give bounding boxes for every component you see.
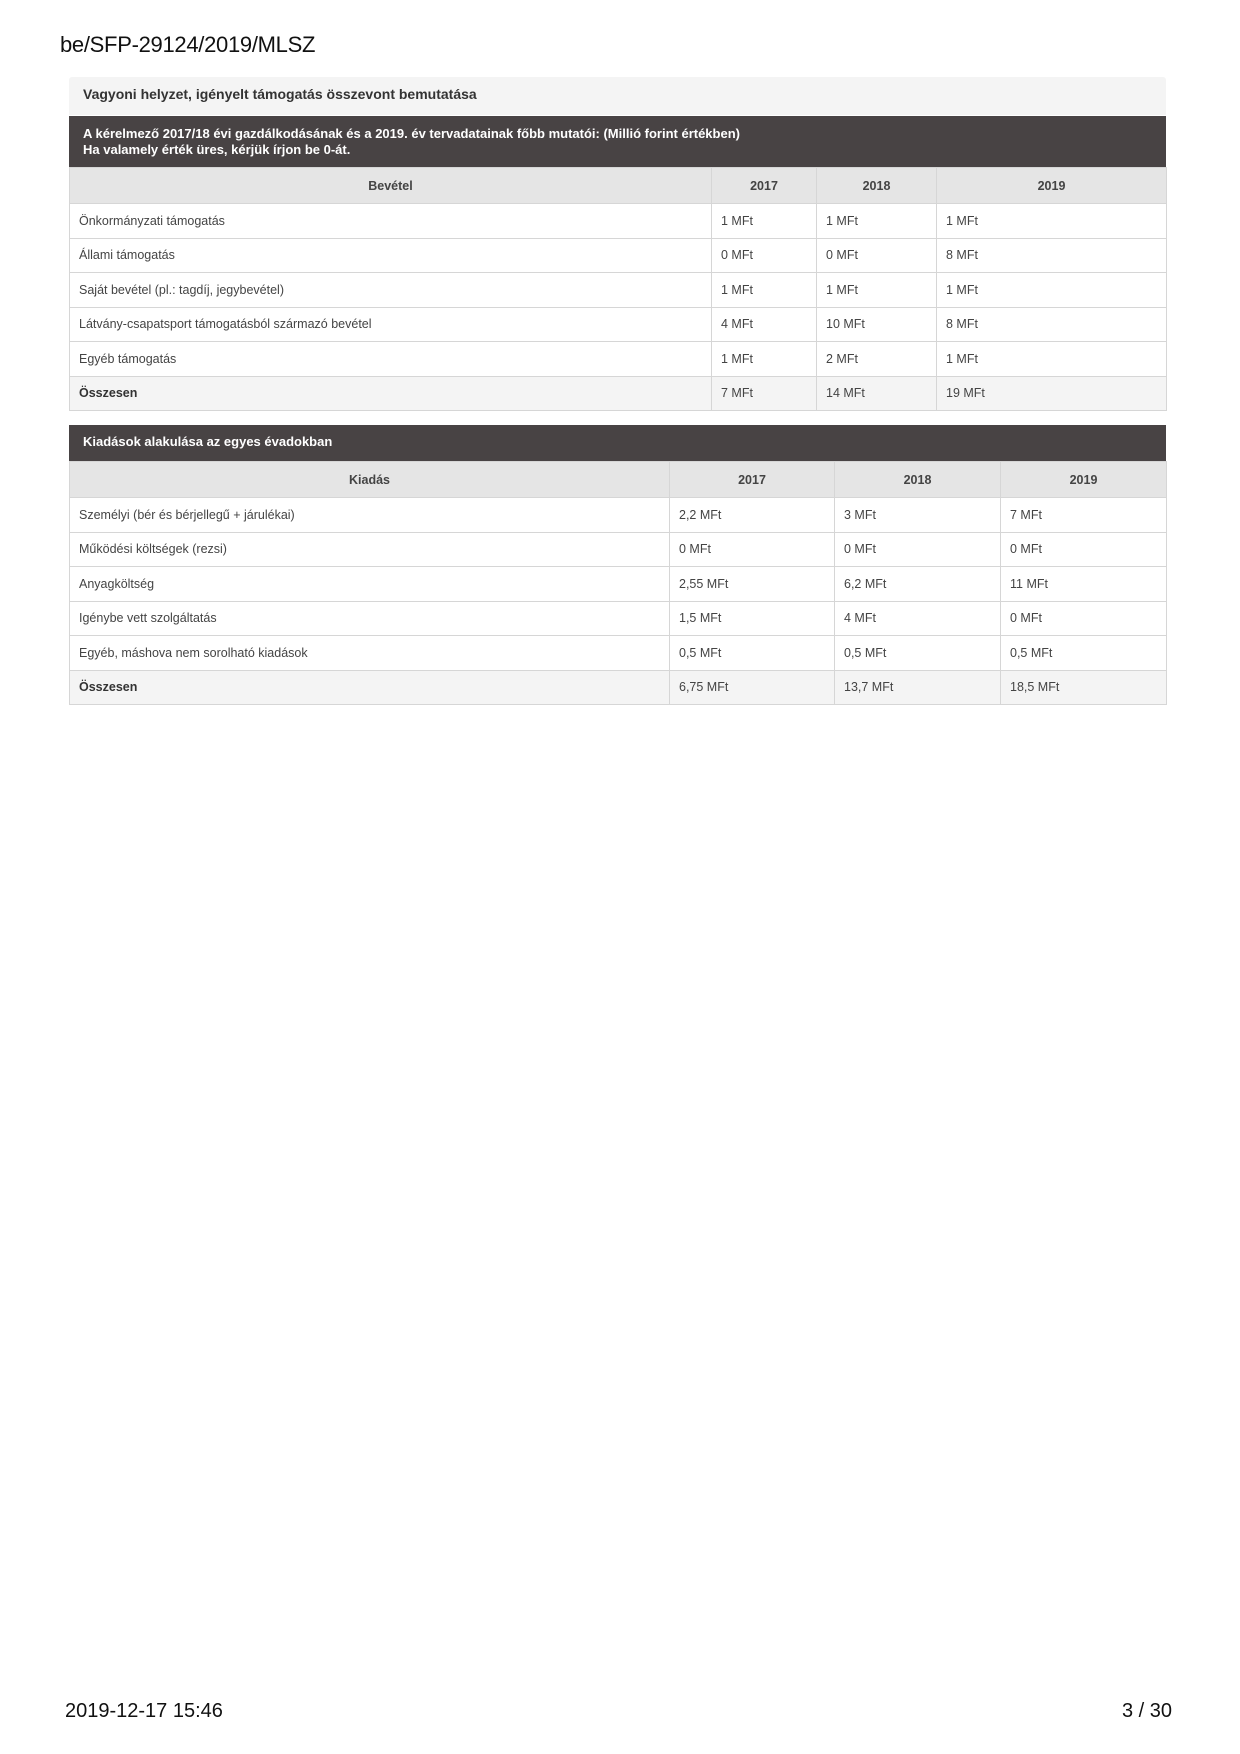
- table-cell: 0 MFt: [1001, 601, 1167, 636]
- expenses-heading: Kiadások alakulása az egyes évadokban: [83, 434, 333, 449]
- row-label: Önkormányzati támogatás: [70, 204, 712, 239]
- table-cell: 1,5 MFt: [670, 601, 835, 636]
- table-cell: 2,55 MFt: [670, 567, 835, 602]
- footer-timestamp: 2019-12-17 15:46: [65, 1700, 223, 1722]
- row-label: Működési költségek (rezsi): [70, 532, 670, 567]
- income-heading-line1: A kérelmező 2017/18 évi gazdálkodásának és a 2019. év tervadatainak főbb mutatói: (Millió forint értékben): [83, 126, 740, 141]
- section-title: Vagyoni helyzet, igényelt támogatás összevont bemutatása: [83, 86, 477, 102]
- table-row: [70, 204, 1167, 239]
- table-row: [70, 567, 1167, 602]
- row-label: Igénybe vett szolgáltatás: [70, 601, 670, 636]
- column-header: 2018: [835, 462, 1001, 498]
- table-cell: 4 MFt: [835, 601, 1001, 636]
- table-cell: 4 MFt: [712, 307, 817, 342]
- column-header: Kiadás: [70, 462, 670, 498]
- table-row: [70, 273, 1167, 308]
- table-cell: 8 MFt: [937, 238, 1167, 273]
- table-cell: 19 MFt: [937, 376, 1167, 411]
- table-row: [70, 601, 1167, 636]
- row-label: Állami támogatás: [70, 238, 712, 273]
- table-row: [70, 342, 1167, 377]
- table-row: [70, 636, 1167, 671]
- table-cell: 13,7 MFt: [835, 670, 1001, 705]
- table-cell: 0 MFt: [817, 238, 937, 273]
- table-cell: 3 MFt: [835, 498, 1001, 533]
- table-cell: 2,2 MFt: [670, 498, 835, 533]
- table-cell: 1 MFt: [817, 273, 937, 308]
- table-cell: 1 MFt: [712, 204, 817, 239]
- table-cell: 14 MFt: [817, 376, 937, 411]
- total-label: Összesen: [70, 670, 670, 705]
- row-label: Saját bevétel (pl.: tagdíj, jegybevétel): [70, 273, 712, 308]
- income-heading-line2: Ha valamely érték üres, kérjük írjon be 0-át.: [83, 142, 351, 157]
- table-cell: 1 MFt: [937, 342, 1167, 377]
- table-cell: 7 MFt: [712, 376, 817, 411]
- table-cell: 0 MFt: [670, 532, 835, 567]
- table-cell: 6,2 MFt: [835, 567, 1001, 602]
- table-cell: 0 MFt: [1001, 532, 1167, 567]
- table-cell: 18,5 MFt: [1001, 670, 1167, 705]
- total-row: [70, 670, 1167, 705]
- income-table-heading: [69, 116, 1166, 167]
- table-cell: 1 MFt: [712, 273, 817, 308]
- table-cell: 0 MFt: [835, 532, 1001, 567]
- table-row: [70, 498, 1167, 533]
- table-cell: 0,5 MFt: [835, 636, 1001, 671]
- table-header-row: [70, 168, 1167, 204]
- table-cell: 10 MFt: [817, 307, 937, 342]
- row-label: Látvány-csapatsport támogatásból származó bevétel: [70, 307, 712, 342]
- expenses-table: [69, 461, 1167, 705]
- table-cell: 0 MFt: [712, 238, 817, 273]
- row-label: Egyéb, máshova nem sorolható kiadások: [70, 636, 670, 671]
- table-cell: 1 MFt: [937, 273, 1167, 308]
- row-label: Anyagköltség: [70, 567, 670, 602]
- table-cell: 1 MFt: [817, 204, 937, 239]
- expenses-table-heading: [69, 425, 1166, 461]
- table-row: [70, 532, 1167, 567]
- income-table: [69, 167, 1167, 411]
- total-label: Összesen: [70, 376, 712, 411]
- document-id: be/SFP-29124/2019/MLSZ: [60, 32, 316, 57]
- table-cell: 6,75 MFt: [670, 670, 835, 705]
- column-header: 2017: [712, 168, 817, 204]
- column-header: Bevétel: [70, 168, 712, 204]
- table-cell: 11 MFt: [1001, 567, 1167, 602]
- footer-page-number: 3 / 30: [1121, 1700, 1172, 1722]
- table-cell: 1 MFt: [712, 342, 817, 377]
- column-header: 2017: [670, 462, 835, 498]
- table-cell: 8 MFt: [937, 307, 1167, 342]
- row-label: Egyéb támogatás: [70, 342, 712, 377]
- table-cell: 2 MFt: [817, 342, 937, 377]
- table-row: [70, 307, 1167, 342]
- table-row: [70, 238, 1167, 273]
- column-header: 2018: [817, 168, 937, 204]
- section-header: [69, 77, 1166, 115]
- row-label: Személyi (bér és bérjellegű + járulékai): [70, 498, 670, 533]
- table-cell: 0,5 MFt: [670, 636, 835, 671]
- table-header-row: [70, 462, 1167, 498]
- column-header: 2019: [1001, 462, 1167, 498]
- column-header: 2019: [937, 168, 1167, 204]
- table-cell: 0,5 MFt: [1001, 636, 1167, 671]
- table-cell: 1 MFt: [937, 204, 1167, 239]
- table-cell: 7 MFt: [1001, 498, 1167, 533]
- total-row: [70, 376, 1167, 411]
